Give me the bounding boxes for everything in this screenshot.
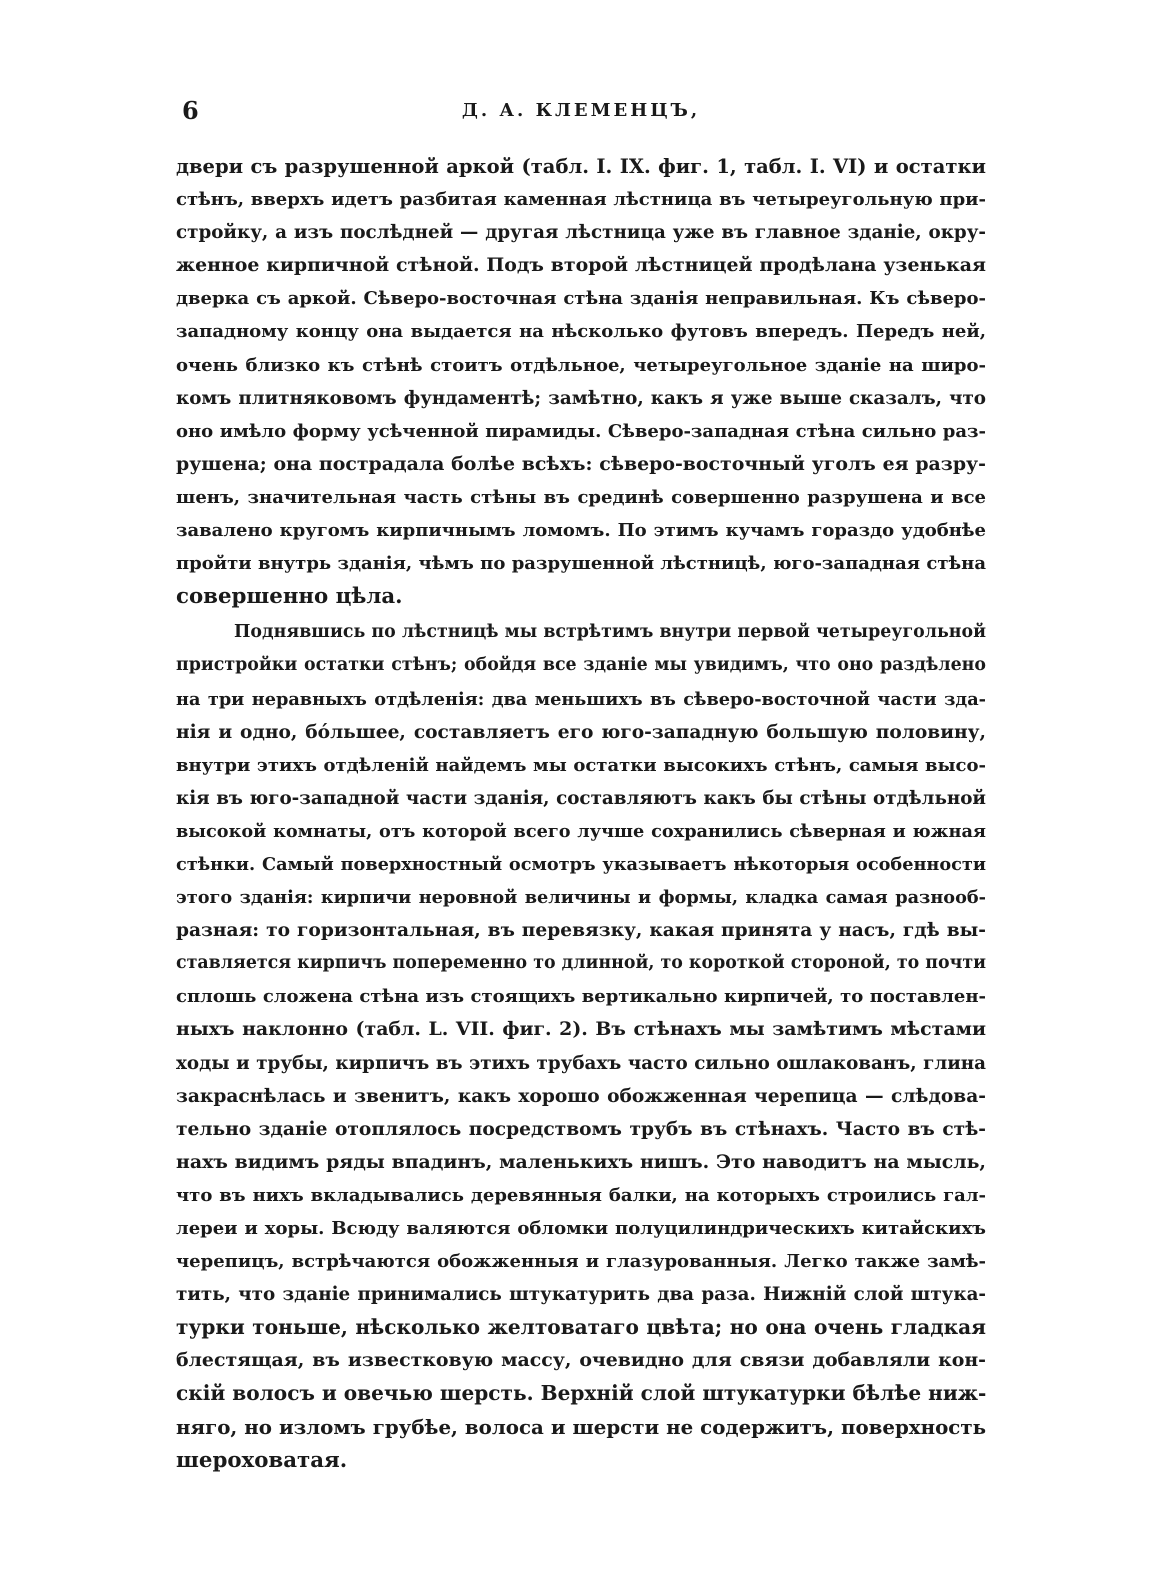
text-line: сплошь сложена стѣна изъ стоящихъ вертикально кирпичей, то поставлен- [176,986,986,1008]
text-line: дверка съ аркой. Сѣверо-восточная стѣна зданія неправильная. Къ сѣверо- [176,288,986,310]
text-line: что въ нихъ вкладывались деревянныя балки, на которыхъ строились гал- [176,1184,986,1206]
text-line: скій волосъ и овечью шерсть. Верхній слой штукатурки бѣлѣе ниж- [176,1381,987,1406]
paragraph-1 [176,150,986,613]
paragraph-2 [176,616,986,1476]
page-number: 6 [182,96,199,125]
text-line: на три неравныхъ отдѣленія: два меньшихъ въ сѣверо-восточной части зда- [176,688,986,710]
text-line: этого зданія: кирпичи неровной величины и формы, кладка самая разнооб- [176,887,986,909]
text-line: пристройки остатки стѣнъ; обойдя все зданіе мы увидимъ, что оно раздѣлено [176,655,986,676]
text-line: ставляется кирпичъ попеременно то длинной, то короткой стороной, то почти [176,953,986,974]
text-line: ныхъ наклонно (табл. L. VII. фиг. 2). Въ стѣнахъ мы замѣтимъ мѣстами [176,1018,986,1041]
text-line: тельно зданіе отоплялось посредствомъ трубъ въ стѣнахъ. Часто въ стѣ- [176,1118,986,1140]
text-line: внутри этихъ отдѣленій найдемъ мы остатки высокихъ стѣнъ, самыя высо- [176,754,986,776]
text-line: рушена; она пострадала болѣе всѣхъ: сѣверо-восточный уголъ ея разру- [176,452,986,475]
text-line: ходы и трубы, кирпичъ въ этихъ трубахъ часто сильно ошлакованъ, глина [176,1052,986,1074]
page-header [176,96,986,132]
text-line: совершенно цѣла. [176,584,403,610]
text-line: двери съ разрушенной аркой (табл. I. IX. фиг. 1, табл. I. VI) и остатки [176,155,986,178]
text-line: Поднявшись по лѣстницѣ мы встрѣтимъ внутри первой четыреугольной [234,622,986,643]
body-text [176,150,986,1477]
text-line: женное кирпичной стѣной. Подъ второй лѣстницей продѣлана узенькая [176,254,986,277]
text-line: шенъ, значительная часть стѣны въ срединѣ совершенно разрушена и все [176,486,986,508]
text-line: комъ плитняковомъ фундаментѣ; замѣтно, какъ я уже выше сказалъ, что [176,387,986,409]
text-line: стѣнъ, вверхъ идетъ разбитая каменная лѣстница въ четыреугольную при- [176,189,986,211]
text-line: нія и одно, бо́льшее, составляетъ его юго-западную большую половину, [176,721,986,743]
text-line: нахъ видимъ ряды впадинъ, маленькихъ нишъ. Это наводитъ на мысль, [176,1150,986,1173]
text-line: западному концу она выдается на нѣсколько футовъ впередъ. Передъ ней, [176,321,986,343]
text-line: черепицъ, встрѣчаются обожженныя и глазурованныя. Легко также замѣ- [176,1251,986,1273]
text-line: лереи и хоры. Всюду валяются обломки полуцилиндрическихъ китайскихъ [176,1218,986,1239]
text-line: шероховатая. [176,1447,348,1473]
running-head: Д. А. КЛЕМЕНЦЪ, [461,100,701,121]
text-line: турки тоньше, нѣсколько желтоватаго цвѣта; но она очень гладкая [176,1315,986,1340]
text-line: очень близко къ стѣнѣ стоитъ отдѣльное, четыреугольное зданіе на широ- [176,354,986,376]
text-line: завалено кругомъ кирпичнымъ ломомъ. По этимъ кучамъ гораздо удобнѣе [176,520,986,542]
text-line: пройти внутрь зданія, чѣмъ по разрушенной лѣстницѣ, юго-западная стѣна [176,553,986,575]
text-line: высокой комнаты, отъ которой всего лучше сохранились сѣверная и южная [176,820,986,842]
text-line: тить, что зданіе принимались штукатурить два раза. Нижній слой штука- [176,1284,986,1306]
text-line: стѣнки. Самый поверхностный осмотръ указываетъ нѣкоторыя особенности [176,853,986,875]
text-line: стройку, а изъ послѣдней — другая лѣстница уже въ главное зданіе, окру- [176,222,986,244]
text-line: кія въ юго-западной части зданія, составляютъ какъ бы стѣны отдѣльной [176,787,986,809]
text-line: разная: то горизонтальная, въ перевязку, какая принята у насъ, гдѣ вы- [176,920,986,942]
text-line: блестящая, въ известковую массу, очевидно для связи добавляли кон- [176,1349,986,1372]
text-line: няго, но изломъ грубѣе, волоса и шерсти не содержитъ, поверхность [176,1414,986,1439]
text-line: закраснѣлась и звенитъ, какъ хорошо обожженная черепица — слѣдова- [176,1085,986,1107]
text-line: оно имѣло форму усѣченной пирамиды. Сѣверо-западная стѣна сильно раз- [176,420,986,442]
